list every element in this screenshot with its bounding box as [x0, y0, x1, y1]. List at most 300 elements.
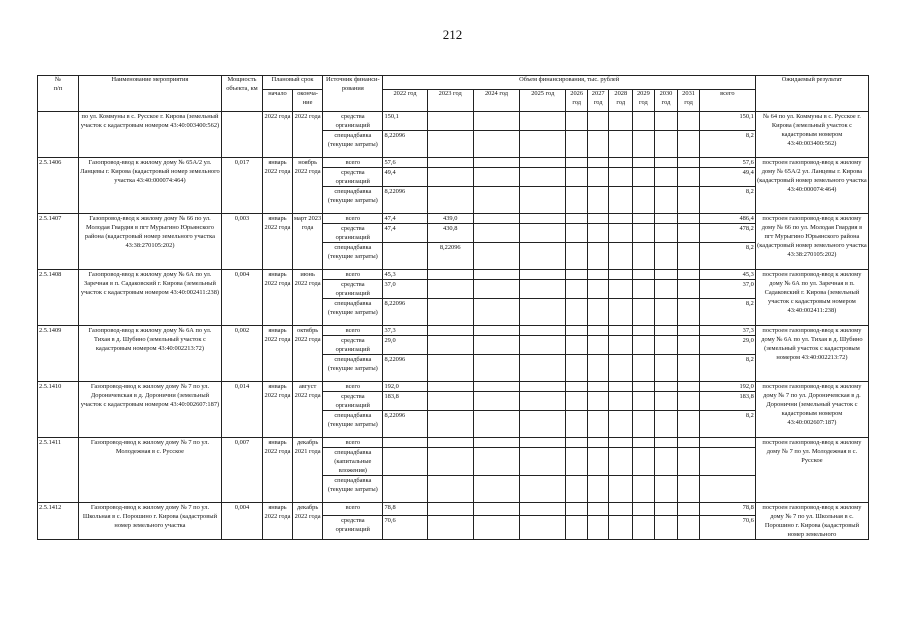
header-volume: Объем финансирования, тыс. рублей	[383, 76, 755, 90]
year-value	[427, 112, 473, 131]
year-value	[587, 411, 609, 438]
year-value	[473, 224, 519, 243]
year-value	[566, 224, 588, 243]
year-value	[633, 112, 655, 131]
row-number: 2.5.1406	[38, 158, 79, 214]
year-value	[520, 214, 566, 224]
year-value	[566, 355, 588, 382]
year-value	[609, 224, 633, 243]
year-value	[633, 411, 655, 438]
year-value	[633, 187, 655, 214]
year-value	[566, 336, 588, 355]
funding-source: средства организаций	[323, 224, 383, 243]
year-value	[678, 326, 700, 336]
total-value: 29,0	[699, 336, 755, 355]
total-value: 486,4	[699, 214, 755, 224]
funding-source: спецнадбавка (текущие затраты)	[323, 243, 383, 270]
year-value	[587, 158, 609, 168]
year-value	[383, 438, 427, 448]
funding-source: спецнадбавка (текущие затраты)	[323, 476, 383, 503]
year-value	[654, 411, 678, 438]
year-value	[633, 131, 655, 158]
row-number: 2.5.1407	[38, 214, 79, 270]
year-value	[473, 214, 519, 224]
capacity-value: 0,004	[222, 503, 263, 540]
year-value	[520, 224, 566, 243]
year-value: 8,22096	[383, 187, 427, 214]
total-value	[699, 438, 755, 448]
year-value	[633, 476, 655, 503]
total-value: 37,3	[699, 326, 755, 336]
year-value	[427, 382, 473, 392]
expected-result: построен газопровод-ввод к жилому дому № 7 по ул. Школьная в с. Порошино г. Кирова (кадастровый номер земельного	[755, 503, 868, 540]
measure-name: Газопровод-ввод к жилому дому № 7 по ул. Дороничевская в д. Доронични (земельный участок с кадастровым номером 43:40:002607:187)	[78, 382, 221, 438]
year-value	[678, 382, 700, 392]
year-value	[678, 158, 700, 168]
year-value	[473, 411, 519, 438]
total-value: 8,2	[699, 411, 755, 438]
total-value	[699, 448, 755, 476]
year-value: 8,22096	[383, 411, 427, 438]
table-row	[38, 382, 869, 392]
year-value	[633, 382, 655, 392]
year-value	[520, 392, 566, 411]
year-value: 37,3	[383, 326, 427, 336]
year-value	[473, 131, 519, 158]
year-value	[678, 214, 700, 224]
year-value: 70,6	[383, 515, 427, 539]
year-value	[587, 112, 609, 131]
header-year: 2030 год	[654, 90, 678, 112]
year-value	[609, 392, 633, 411]
capacity-value: 0,014	[222, 382, 263, 438]
expected-result: построен газопровод-ввод к жилому дому № 6А по ул. Тихая в д. Шубино (земельный участок с кадастровым номером 43:40:002213:72)	[755, 326, 868, 382]
year-value: 192,0	[383, 382, 427, 392]
year-value	[427, 336, 473, 355]
term-end: ноябрь 2022 года	[293, 158, 323, 214]
year-value	[633, 326, 655, 336]
funding-source: всего	[323, 214, 383, 224]
header-year: 2023 год	[427, 90, 473, 112]
year-value	[654, 326, 678, 336]
term-start: 2022 года	[262, 112, 292, 158]
year-value	[678, 299, 700, 326]
funding-source: всего	[323, 503, 383, 516]
year-value	[520, 168, 566, 187]
funding-source: спецнадбавка (текущие затраты)	[323, 355, 383, 382]
row-number: 2.5.1411	[38, 438, 79, 503]
year-value	[609, 299, 633, 326]
year-value	[427, 168, 473, 187]
year-value	[654, 392, 678, 411]
year-value	[427, 131, 473, 158]
header-year: 2024 год	[473, 90, 519, 112]
year-value	[633, 355, 655, 382]
year-value	[566, 270, 588, 280]
year-value	[587, 392, 609, 411]
year-value	[520, 187, 566, 214]
year-value	[633, 438, 655, 448]
year-value	[678, 280, 700, 299]
capacity-value: 0,002	[222, 326, 263, 382]
year-value	[678, 336, 700, 355]
year-value	[587, 270, 609, 280]
year-value	[678, 503, 700, 516]
header-term: Плановый срок	[262, 76, 322, 90]
year-value	[654, 299, 678, 326]
year-value	[520, 270, 566, 280]
year-value	[383, 448, 427, 476]
total-value: 8,2	[699, 131, 755, 158]
term-end: март 2023 года	[293, 214, 323, 270]
table-row	[38, 503, 869, 516]
year-value	[383, 243, 427, 270]
capacity-value: 0,017	[222, 158, 263, 214]
measure-name: по ул. Коммуны в с. Русское г. Кирова (земельный участок с кадастровым номером 43:40:003400:562)	[78, 112, 221, 158]
page-number: 212	[442, 27, 463, 42]
year-value	[609, 438, 633, 448]
funding-source: всего	[323, 326, 383, 336]
funding-source: всего	[323, 270, 383, 280]
header-year: 2025 год	[520, 90, 566, 112]
year-value	[383, 476, 427, 503]
year-value: 430,8	[427, 224, 473, 243]
funding-source: спецнадбавка (текущие затраты)	[323, 187, 383, 214]
year-value	[587, 438, 609, 448]
year-value	[520, 112, 566, 131]
measure-name: Газопровод-ввод к жилому дому № 66 по ул. Молодая Гвардия в пгт Мурыгино Юрьянского района (кадастровый номер земельного участка 43:38:270105:202)	[78, 214, 221, 270]
year-value	[678, 243, 700, 270]
year-value	[520, 355, 566, 382]
year-value	[473, 168, 519, 187]
year-value	[587, 280, 609, 299]
year-value	[678, 224, 700, 243]
year-value	[678, 270, 700, 280]
year-value	[654, 112, 678, 131]
year-value	[427, 270, 473, 280]
year-value	[609, 270, 633, 280]
header-result: Ожидаемый результат	[755, 76, 868, 112]
header-year: всего	[699, 90, 755, 112]
year-value	[609, 476, 633, 503]
year-value	[609, 503, 633, 516]
funding-source: средства организаций	[323, 280, 383, 299]
header-no: № п/п	[38, 76, 79, 112]
year-value: 439,0	[427, 214, 473, 224]
term-start: январь 2022 года	[262, 270, 292, 326]
capacity-value	[222, 112, 263, 158]
year-value	[633, 299, 655, 326]
year-value	[587, 355, 609, 382]
year-value: 47,4	[383, 224, 427, 243]
year-value	[678, 411, 700, 438]
term-start: январь 2022 года	[262, 214, 292, 270]
year-value	[427, 392, 473, 411]
total-value: 49,4	[699, 168, 755, 187]
year-value	[427, 411, 473, 438]
year-value	[678, 112, 700, 131]
year-value	[587, 503, 609, 516]
year-value	[587, 243, 609, 270]
year-value	[609, 158, 633, 168]
year-value: 29,0	[383, 336, 427, 355]
year-value	[609, 382, 633, 392]
table-row	[38, 112, 869, 131]
year-value: 8,22096	[383, 355, 427, 382]
year-value	[633, 270, 655, 280]
year-value	[587, 515, 609, 539]
year-value	[566, 112, 588, 131]
year-value	[654, 476, 678, 503]
table-row	[38, 326, 869, 336]
year-value	[473, 270, 519, 280]
year-value	[566, 243, 588, 270]
total-value: 45,3	[699, 270, 755, 280]
total-value: 37,0	[699, 280, 755, 299]
year-value	[633, 280, 655, 299]
year-value	[609, 448, 633, 476]
year-value	[654, 438, 678, 448]
term-end: июнь 2022 года	[293, 270, 323, 326]
row-number: 2.5.1410	[38, 382, 79, 438]
funding-source: всего	[323, 158, 383, 168]
header-year: 2031 год	[678, 90, 700, 112]
expected-result: № 64 по ул. Коммуны в с. Русское г. Кирова (земельный участок с кадастровым номером 43:40:003400:562)	[755, 112, 868, 158]
year-value	[633, 214, 655, 224]
year-value	[473, 299, 519, 326]
total-value	[699, 476, 755, 503]
year-value	[566, 168, 588, 187]
year-value	[587, 336, 609, 355]
total-value: 192,0	[699, 382, 755, 392]
year-value	[566, 131, 588, 158]
year-value	[520, 476, 566, 503]
term-start: январь 2022 года	[262, 382, 292, 438]
term-end: август 2022 года	[293, 382, 323, 438]
year-value	[566, 187, 588, 214]
year-value	[520, 299, 566, 326]
year-value	[473, 112, 519, 131]
expected-result: построен газопровод-ввод к жилому дому № 65А/2 ул. Ланцевы г. Кирова (кадастровый номер земельного участка 43:40:000074:464)	[755, 158, 868, 214]
table-body	[38, 112, 869, 540]
year-value	[654, 336, 678, 355]
year-value	[609, 326, 633, 336]
expected-result: построен газопровод-ввод к жилому дому № 66 по ул. Молодая Гвардия в пгт Мурыгино Юрьянского района (кадастровый номер земельного участка 43:38:270105:202)	[755, 214, 868, 270]
year-value	[520, 336, 566, 355]
header-capacity: Мощность объекта, км	[222, 76, 263, 112]
total-value: 8,2	[699, 187, 755, 214]
year-value	[609, 411, 633, 438]
year-value	[587, 382, 609, 392]
year-value	[587, 476, 609, 503]
year-value	[520, 515, 566, 539]
expected-result: построен газопровод-ввод к жилому дому № 7 по ул. Молодежная в с. Русское	[755, 438, 868, 503]
measure-name: Газопровод-ввод к жилому дому № 65А/2 ул. Ланцевы г. Кирова (кадастровый номер земельного участка 43:40:000074:464)	[78, 158, 221, 214]
header-source: Источник финанси-рования	[323, 76, 383, 112]
year-value	[473, 158, 519, 168]
year-value	[566, 299, 588, 326]
year-value	[633, 224, 655, 243]
year-value	[566, 280, 588, 299]
funding-source: средства организаций	[323, 392, 383, 411]
measure-name: Газопровод-ввод к жилому дому № 7 по ул. Школьная в с. Порошино г. Кирова (кадастровый номер земельного участка	[78, 503, 221, 540]
year-value	[633, 168, 655, 187]
total-value: 78,8	[699, 503, 755, 516]
year-value	[566, 411, 588, 438]
year-value	[609, 131, 633, 158]
capacity-value: 0,007	[222, 438, 263, 503]
header-year: 2027 год	[587, 90, 609, 112]
year-value	[473, 187, 519, 214]
year-value	[654, 382, 678, 392]
year-value	[587, 326, 609, 336]
year-value	[654, 158, 678, 168]
year-value	[609, 187, 633, 214]
funding-source: средства организаций	[323, 336, 383, 355]
year-value	[473, 243, 519, 270]
year-value: 183,8	[383, 392, 427, 411]
term-end: 2022 года	[293, 112, 323, 158]
year-value: 49,4	[383, 168, 427, 187]
year-value	[427, 158, 473, 168]
year-value	[587, 131, 609, 158]
financing-table	[37, 75, 869, 540]
year-value	[566, 382, 588, 392]
year-value	[654, 280, 678, 299]
year-value	[427, 187, 473, 214]
row-number: 2.5.1409	[38, 326, 79, 382]
year-value	[633, 392, 655, 411]
funding-source: спецнадбавка (текущие затраты)	[323, 411, 383, 438]
year-value	[427, 355, 473, 382]
total-value: 183,8	[699, 392, 755, 411]
year-value	[654, 503, 678, 516]
year-value	[609, 355, 633, 382]
year-value	[678, 392, 700, 411]
year-value	[520, 448, 566, 476]
funding-source: спецнадбавка (текущие затраты)	[323, 299, 383, 326]
year-value	[566, 392, 588, 411]
year-value	[587, 448, 609, 476]
year-value	[473, 336, 519, 355]
table-row	[38, 270, 869, 280]
year-value	[566, 503, 588, 516]
year-value	[587, 168, 609, 187]
year-value	[427, 476, 473, 503]
year-value	[473, 503, 519, 516]
expected-result: построен газопровод-ввод к жилому дому № 7 по ул. Дороничевская в д. Доронични (земельный участок с кадастровым номером 43:40:002607:187)	[755, 382, 868, 438]
year-value: 47,4	[383, 214, 427, 224]
year-value	[678, 355, 700, 382]
year-value	[678, 438, 700, 448]
year-value	[566, 158, 588, 168]
year-value: 150,1	[383, 112, 427, 131]
total-value: 57,6	[699, 158, 755, 168]
year-value	[654, 355, 678, 382]
year-value	[633, 336, 655, 355]
year-value	[609, 112, 633, 131]
year-value: 8,22096	[383, 299, 427, 326]
year-value	[566, 476, 588, 503]
year-value	[654, 187, 678, 214]
total-value: 150,1	[699, 112, 755, 131]
year-value	[609, 336, 633, 355]
year-value	[520, 438, 566, 448]
year-value	[520, 280, 566, 299]
header-term-start: начало	[262, 90, 292, 112]
header-year: 2029 год	[633, 90, 655, 112]
year-value: 8,22096	[427, 243, 473, 270]
year-value	[633, 158, 655, 168]
year-value	[654, 243, 678, 270]
row-number: 2.5.1408	[38, 270, 79, 326]
header-year: 2028 год	[609, 90, 633, 112]
year-value	[587, 299, 609, 326]
year-value	[609, 243, 633, 270]
total-value: 478,2	[699, 224, 755, 243]
year-value	[520, 243, 566, 270]
year-value: 78,8	[383, 503, 427, 516]
year-value	[520, 326, 566, 336]
year-value	[473, 515, 519, 539]
year-value: 57,6	[383, 158, 427, 168]
year-value	[633, 243, 655, 270]
measure-name: Газопровод-ввод к жилому дому № 6А по ул. Тихая в д. Шубино (земельный участок с кадастровым номером 43:40:002213:72)	[78, 326, 221, 382]
year-value	[654, 168, 678, 187]
term-start: январь 2022 года	[262, 158, 292, 214]
year-value	[473, 355, 519, 382]
year-value	[678, 168, 700, 187]
header-term-end: оконча-ние	[293, 90, 323, 112]
term-end: декабрь 2022 года	[293, 503, 323, 540]
year-value	[427, 515, 473, 539]
term-end: октябрь 2022 года	[293, 326, 323, 382]
year-value	[427, 448, 473, 476]
term-start: январь 2022 года	[262, 326, 292, 382]
table-row	[38, 158, 869, 168]
header-name: Наименование мероприятия	[78, 76, 221, 112]
capacity-value: 0,003	[222, 214, 263, 270]
funding-source: средства организаций	[323, 168, 383, 187]
year-value	[473, 392, 519, 411]
funding-source: средства организаций	[323, 515, 383, 539]
table-row	[38, 214, 869, 224]
header-year: 2026 год	[566, 90, 588, 112]
year-value	[609, 168, 633, 187]
year-value	[566, 438, 588, 448]
year-value	[566, 448, 588, 476]
year-value	[633, 503, 655, 516]
funding-source: средства организаций	[323, 112, 383, 131]
row-number: 2.5.1412	[38, 503, 79, 540]
year-value	[473, 438, 519, 448]
year-value	[678, 448, 700, 476]
funding-source: всего	[323, 438, 383, 448]
year-value	[427, 326, 473, 336]
year-value	[473, 326, 519, 336]
year-value: 45,3	[383, 270, 427, 280]
year-value	[609, 280, 633, 299]
year-value	[520, 382, 566, 392]
year-value	[654, 214, 678, 224]
year-value	[654, 131, 678, 158]
header-year: 2022 год	[383, 90, 427, 112]
year-value	[520, 411, 566, 438]
year-value	[427, 438, 473, 448]
measure-name: Газопровод-ввод к жилому дому № 7 по ул. Молодежная в с. Русское	[78, 438, 221, 503]
year-value	[654, 270, 678, 280]
year-value	[678, 131, 700, 158]
